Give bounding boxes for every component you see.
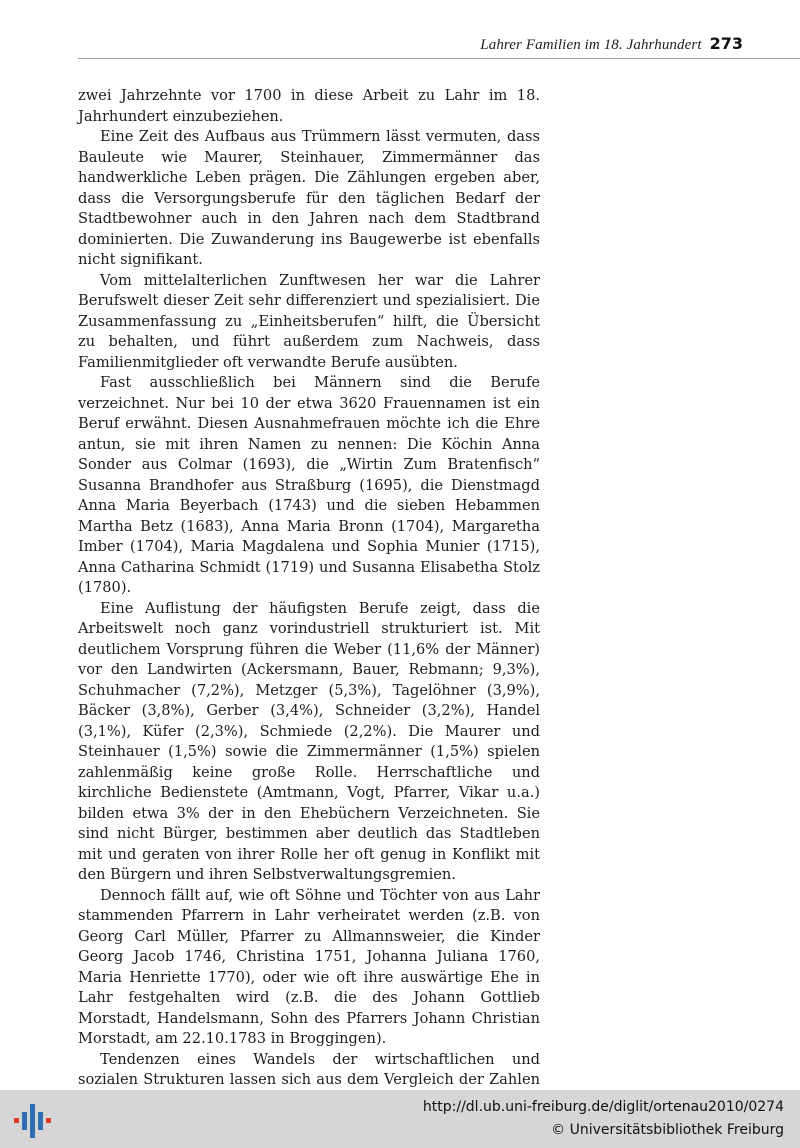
paragraph: Fast ausschließlich bei Männern sind die Berufe verzeichnet. Nur bei 10 der etwa 3620 Frauennamen ist ein Beruf erwähnt. Diesen Ausnahmefrauen möchte ich die Ehre antun, sie mit ihren Namen zu nennen: Die Köchin Anna Sonder aus Colmar (1693), die „Wirtin Zum Bratenfisch“ Susanna Brandhofer aus Straßburg (1695), die Dienstmagd Anna Maria Beyerbach (1743) und die sieben Hebammen Martha Betz (1683), Anna Maria Bronn (1704), Margaretha Imber (1704), Maria Magdalena und Sophia Munier (1715), Anna Catharina Schmidt (1719) und Susanna Elisabetha Stolz (1780). (78, 374, 540, 596)
paragraph: Vom mittelalterlichen Zunftwesen her war die Lahrer Berufswelt dieser Zeit sehr differenziert und spezialisiert. Die Zusammenfassung zu „Einheitsberufen“ hilft, die Übersicht zu behalten, und führt außerdem zum Nachweis, dass Familienmitglieder oft verwandte Berufe ausübten. (78, 271, 540, 371)
paragraph: zwei Jahrzehnte vor 1700 in diese Arbeit zu Lahr im 18. Jahrhundert einzubeziehen. (78, 87, 540, 125)
body-text (78, 86, 540, 1111)
paragraph: Eine Zeit des Aufbaus aus Trümmern lässt vermuten, dass Bauleute wie Maurer, Steinhauer, Zimmermänner das handwerkliche Leben prägen. Die Zählungen ergeben aber, dass die Versorgungsberufe für den täglichen Bedarf der Stadtbewohner auch in den Jahren nach dem Stadtbrand dominierten. Die Zuwanderung ins Baugewerbe ist ebenfalls nicht signifikant. (78, 128, 540, 268)
running-title: Lahrer Familien im 18. Jahrhundert (480, 37, 702, 53)
paragraph: Dennoch fällt auf, wie oft Söhne und Töchter von aus Lahr stammenden Pfarrern in Lahr verheiratet werden (z.B. von Georg Carl Müller, Pfarrer zu Allmannsweier, die Kinder Georg Jacob 1746, Christina 1751, Johanna Juliana 1760, Maria Henriette 1770), oder wie oft ihre auswärtige Ehe in Lahr festgehalten wird (z.B. die des Johann Gottlieb Morstadt, Handelsmann, Sohn des Pfarrers Johann Christian Morstadt, am 22.10.1783 in Broggingen). (78, 886, 540, 1047)
ub-freiburg-logo-icon (12, 1100, 52, 1140)
paragraph: Eine Auflistung der häufigsten Berufe zeigt, dass die Arbeitswelt noch ganz vorindustriell strukturiert ist. Mit deutlichem Vorsprung führen die Weber (11,6% der Männer) vor den Landwirten (Ackersmann, Bauer, Rebmann; 9,3%), Schuhmacher (7,2%), Metzger (5,3%), Tagelöhner (3,9%), Bäcker (3,8%), Gerber (3,4%), Schneider (3,2%), Handel (3,1%), Küfer (2,3%), Schmiede (2,2%). Die Maurer und Steinhauer (1,5%) sowie die Zimmermänner (1,5%) spielen zahlenmäßig keine große Rolle. Herrschaftliche und kirchliche Bedienstete (Amtmann, Vogt, Pfarrer, Vikar u.a.) bilden etwa 3% der in den Ehebüchern Verzeichneten. Sie sind nicht Bürger, bestimmen aber deutlich das Stadtleben mit und geraten von ihrer Rolle her oft genug in Konflikt mit den Bürgern und ihren Selbstverwaltungsgremien. (78, 599, 540, 883)
header-rule (78, 58, 800, 59)
page-number: 273 (709, 34, 743, 53)
paragraph: Tendenzen eines Wandels der wirtschaftlichen und sozialen Strukturen lassen sich aus dem Vergleich der Zahlen (78, 1050, 540, 1088)
copyright-notice: © Universitätsbibliothek Freiburg (551, 1122, 784, 1138)
viewer-footer (0, 1090, 800, 1148)
source-url-link[interactable]: http://dl.ub.uni-freiburg.de/diglit/ortenau2010/0274 (422, 1099, 784, 1115)
running-header (78, 34, 743, 58)
